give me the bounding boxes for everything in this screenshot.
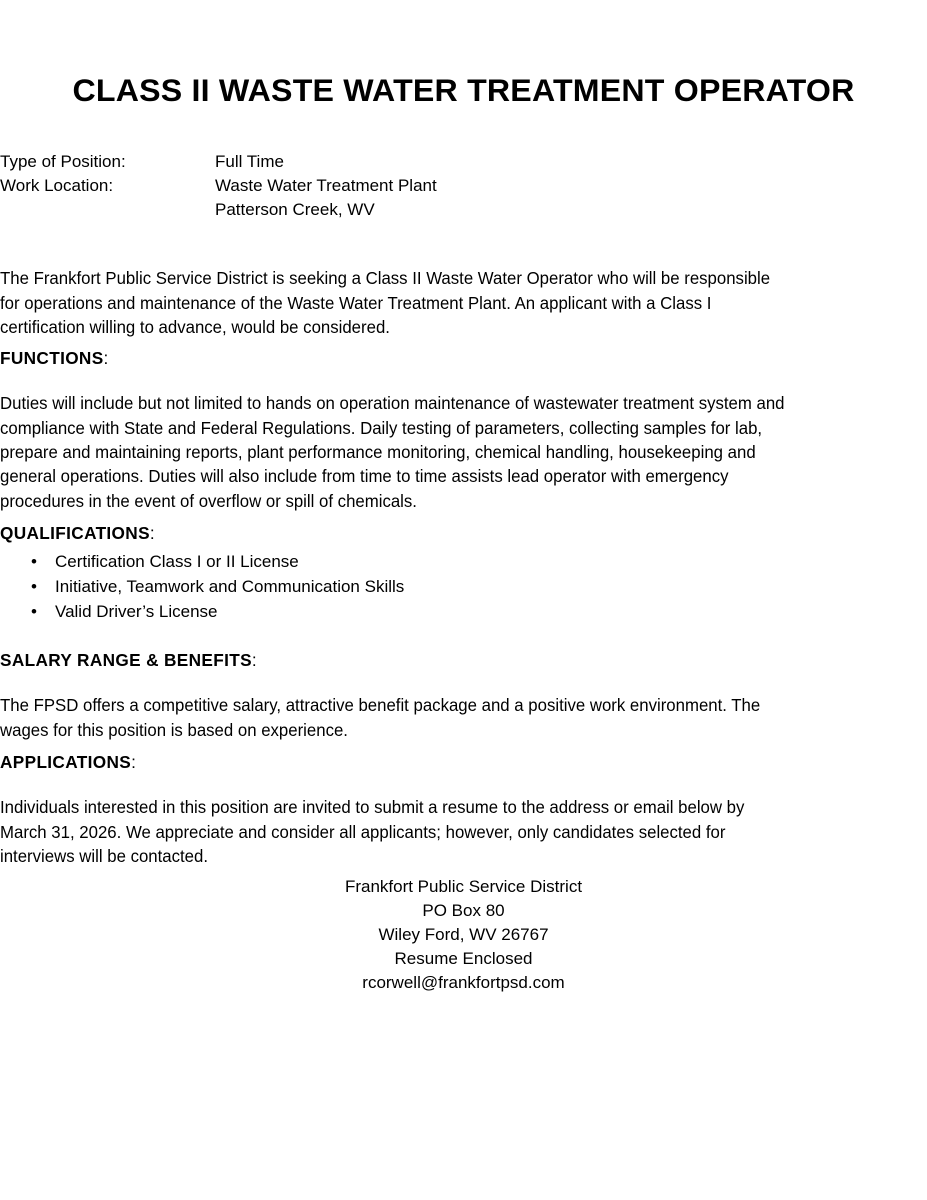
bullet-icon: •: [31, 552, 37, 571]
list-item: [0, 549, 600, 574]
contact-block: [0, 875, 927, 995]
contact-note: Resume Enclosed: [394, 949, 533, 968]
contact-email: rcorwell@frankfortpsd.com: [362, 973, 565, 992]
info-value-type-of-position: Full Time: [215, 152, 284, 171]
contact-city-state-zip: Wiley Ford, WV 26767: [378, 925, 549, 944]
list-item-label: Initiative, Teamwork and Communication Skills: [55, 577, 405, 597]
bullet-icon: •: [31, 577, 37, 597]
applications-body: Individuals interested in this position are invited to submit a resume to the address or email below by March 31, 2026. We appreciate and consider all applicants; however, only candidates selected for interviews will be contacted.: [0, 797, 745, 866]
info-label-work-location: Work Location:: [0, 176, 114, 195]
section-heading-salary-text: SALARY RANGE & BENEFITS: [0, 650, 252, 670]
salary-body: The FPSD offers a competitive salary, attractive benefit package and a positive work environment. The wages for this position is based on experience.: [0, 695, 761, 740]
section-heading-salary-colon: :: [251, 650, 257, 670]
section-heading-functions-text: FUNCTIONS: [0, 348, 104, 368]
info-row-work-location: [0, 174, 820, 198]
contact-organization: Frankfort Public Service District: [344, 877, 583, 896]
section-heading-qualifications-text: QUALIFICATIONS: [0, 523, 150, 543]
section-heading-functions-colon: :: [103, 348, 109, 368]
section-heading-qualifications-colon: :: [149, 523, 155, 543]
list-item-label: Certification Class I or II License: [55, 552, 299, 571]
list-item: [0, 599, 600, 624]
section-heading-applications: [0, 751, 136, 773]
bullet-icon: •: [31, 602, 37, 622]
functions-body: Duties will include but not limited to hands on operation maintenance of wastewater treatment system and compliance with State and Federal Regulations. Daily testing of parameters, collecting samples for lab, prepare and maintaining reports, plant performance monitoring, chemical handling, housekeeping and general operations. Duties will also include from time to time assists lead operator with emergency procedures in the event of overflow or spill of chemicals.: [0, 393, 785, 511]
section-heading-applications-text: APPLICATIONS: [0, 752, 132, 772]
section-heading-functions: [0, 347, 108, 369]
intro-paragraph: The Frankfort Public Service District is seeking a Class II Waste Water Operator who will be responsible for operations and maintenance of the Waste Water Treatment Plant. An applicant with a Class I certification willing to advance, would be considered.: [0, 268, 771, 337]
info-label-type-of-position: Type of Position:: [0, 152, 126, 171]
info-value-work-location-line2: Patterson Creek, WV: [215, 200, 375, 219]
qualifications-list: [0, 549, 600, 625]
section-heading-qualifications: [0, 522, 155, 544]
info-row-type-of-position: [0, 150, 820, 174]
page-title: CLASS II WASTE WATER TREATMENT OPERATOR: [72, 72, 855, 109]
section-heading-applications-colon: :: [131, 752, 136, 772]
list-item-label: Valid Driver’s License: [55, 602, 218, 622]
list-item: [0, 574, 600, 599]
section-heading-salary: [0, 649, 257, 671]
contact-po-box: PO Box 80: [422, 901, 505, 920]
position-info-block: [0, 150, 820, 222]
info-value-work-location: Waste Water Treatment Plant: [215, 176, 437, 195]
